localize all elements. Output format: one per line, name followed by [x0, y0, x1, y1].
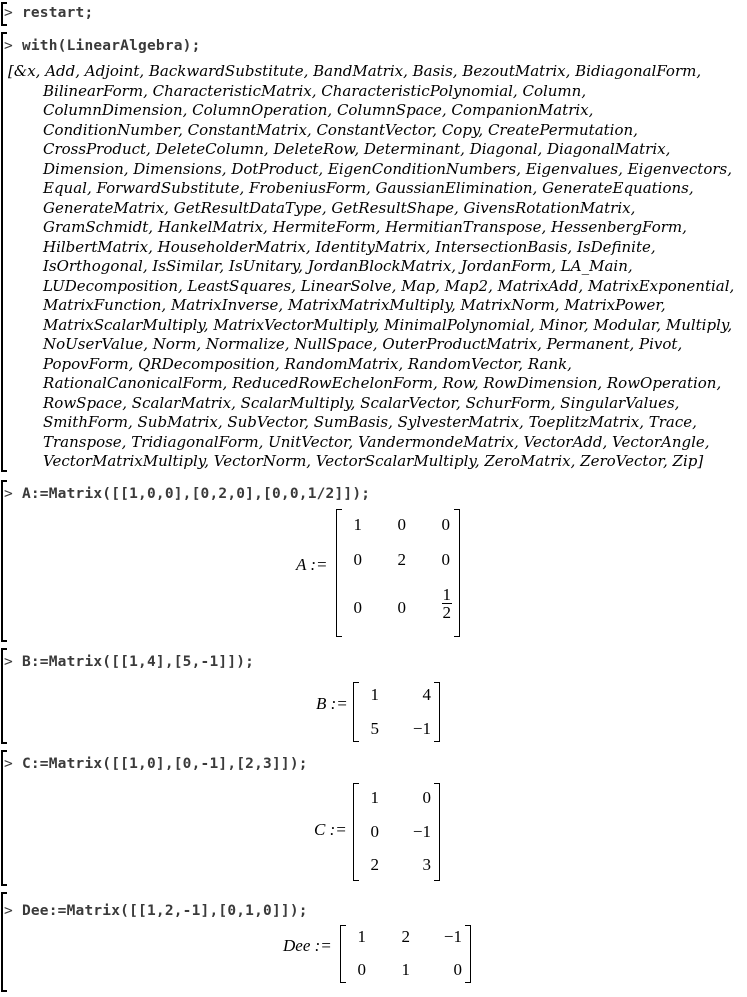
matrix-cell: −1	[412, 719, 431, 738]
execution-group-restart	[0, 2, 747, 26]
matrix-cell: 5	[370, 719, 379, 738]
matrix-right-bracket	[434, 783, 440, 881]
matrix-cell: 0	[441, 550, 450, 569]
output-line: MatrixFunction, MatrixInverse, MatrixMatrixMultiply, MatrixNorm, MatrixPower,	[43, 296, 666, 314]
output-line: CrossProduct, DeleteColumn, DeleteRow, Determinant, Diagonal, DiagonalMatrix,	[43, 140, 671, 158]
matrix-cell: 0	[453, 960, 462, 979]
output-line: IsOrthogonal, IsSimilar, IsUnitary, JordanBlockMatrix, JordanForm, LA_Main,	[43, 257, 633, 275]
command-text[interactable]: B:=Matrix([[1,4],[5,-1]]);	[21, 654, 255, 670]
matrix-cell: 0	[357, 960, 366, 979]
matrix-cell: 0	[397, 515, 406, 534]
matrix-cell: 4	[422, 685, 431, 704]
output-package-list	[8, 62, 747, 472]
input-line-with[interactable]	[4, 38, 201, 54]
output-line: Transpose, TridiagonalForm, UnitVector, VandermondeMatrix, VectorAdd, VectorAngle,	[43, 432, 710, 451]
group-bracket[interactable]	[1, 32, 7, 472]
command-text[interactable]: A:=Matrix([[1,0,0],[0,2,0],[0,0,1/2]]);	[21, 486, 371, 502]
matrix-c	[353, 783, 440, 881]
prompt-symbol: >	[4, 903, 13, 919]
matrix-left-bracket	[340, 925, 346, 983]
output-line: RationalCanonicalForm, ReducedRowEchelonForm, Row, RowDimension, RowOperation,	[43, 374, 722, 392]
input-line-restart[interactable]	[4, 5, 93, 21]
input-line-a[interactable]	[4, 486, 370, 502]
matrix-cell: 2	[397, 550, 406, 569]
matrix-cell: 1	[401, 960, 410, 979]
matrix-cell: 1	[370, 685, 379, 704]
output-line: LUDecomposition, LeastSquares, LinearSolve, Map, Map2, MatrixAdd, MatrixExponential,	[43, 276, 735, 295]
execution-group-matrix-dee	[0, 892, 747, 992]
prompt-symbol: >	[4, 486, 13, 502]
matrix-cell-fraction	[436, 586, 452, 623]
fraction-denominator: 2	[442, 603, 451, 622]
matrix-cell: 1	[353, 515, 362, 534]
output-line: PopovForm, QRDecomposition, RandomMatrix, RandomVector, Rank,	[43, 354, 572, 373]
matrix-a	[336, 509, 460, 637]
output-line: NoUserValue, Norm, Normalize, NullSpace, OuterProductMatrix, Permanent, Pivot,	[43, 335, 683, 353]
group-bracket[interactable]	[1, 480, 7, 642]
matrix-label-a: A :=	[296, 555, 328, 574]
execution-group-matrix-a	[0, 480, 747, 642]
output-line: RowSpace, ScalarMatrix, ScalarMultiply, ScalarVector, SchurForm, SingularValues,	[43, 393, 680, 412]
output-line: ColumnDimension, ColumnOperation, ColumnSpace, CompanionMatrix,	[43, 101, 594, 119]
matrix-label-c: C :=	[314, 820, 347, 839]
output-line: MatrixScalarMultiply, MatrixVectorMultiply, MinimalPolynomial, Minor, Modular, Multiply,	[43, 315, 733, 334]
matrix-right-bracket	[434, 682, 440, 742]
matrix-cell: −1	[443, 927, 462, 946]
matrix-left-bracket	[353, 783, 359, 881]
matrix-cell: 0	[441, 515, 450, 534]
output-line: GramSchmidt, HankelMatrix, HermiteForm, HermitianTranspose, HessenbergForm,	[43, 218, 687, 236]
command-text[interactable]: restart;	[21, 5, 94, 21]
matrix-cell: 0	[353, 550, 362, 569]
matrix-left-bracket	[353, 682, 359, 742]
matrix-dee	[340, 925, 471, 983]
input-line-c[interactable]	[4, 756, 308, 772]
output-line: ConditionNumber, ConstantMatrix, ConstantVector, Copy, CreatePermutation,	[43, 120, 638, 139]
matrix-cell: 0	[353, 598, 362, 617]
output-line: Equal, ForwardSubstitute, FrobeniusForm, GaussianElimination, GenerateEquations,	[43, 179, 694, 197]
prompt-symbol: >	[4, 5, 13, 21]
prompt-symbol: >	[4, 756, 13, 772]
matrix-cell: 0	[422, 788, 431, 807]
matrix-right-bracket	[465, 925, 471, 983]
matrix-cell: −1	[412, 822, 431, 841]
command-text[interactable]: C:=Matrix([[1,0],[0,-1],[2,3]]);	[21, 756, 308, 772]
prompt-symbol: >	[4, 38, 13, 54]
matrix-cell: 1	[370, 788, 379, 807]
output-line: Dimension, Dimensions, DotProduct, EigenConditionNumbers, Eigenvalues, Eigenvectors,	[43, 159, 732, 178]
matrix-left-bracket	[336, 509, 342, 637]
execution-group-with	[0, 32, 747, 472]
output-line: HilbertMatrix, HouseholderMatrix, IdentityMatrix, IntersectionBasis, IsDefinite,	[43, 237, 656, 256]
execution-group-matrix-b	[0, 648, 747, 744]
output-line: VectorMatrixMultiply, VectorNorm, VectorScalarMultiply, ZeroMatrix, ZeroVector, Zip]	[43, 452, 704, 470]
input-line-dee[interactable]	[4, 903, 308, 919]
output-line: SmithForm, SubMatrix, SubVector, SumBasis, SylvesterMatrix, ToeplitzMatrix, Trace,	[43, 413, 697, 431]
matrix-label-dee: Dee :=	[283, 936, 332, 955]
output-line: [&x, Add, Adjoint, BackwardSubstitute, BandMatrix, Basis, BezoutMatrix, BidiagonalForm,	[8, 62, 702, 80]
command-text[interactable]: Dee:=Matrix([[1,2,-1],[0,1,0]]);	[21, 903, 308, 919]
prompt-symbol: >	[4, 654, 13, 670]
matrix-cell: 2	[401, 927, 410, 946]
matrix-right-bracket	[454, 509, 460, 637]
output-line: GenerateMatrix, GetResultDataType, GetResultShape, GivensRotationMatrix,	[43, 198, 636, 217]
execution-group-matrix-c	[0, 750, 747, 886]
command-text[interactable]: with(LinearAlgebra);	[21, 38, 201, 54]
matrix-cell: 1	[357, 927, 366, 946]
input-line-b[interactable]	[4, 654, 254, 670]
matrix-cell: 0	[370, 822, 379, 841]
matrix-b	[353, 682, 440, 742]
matrix-cell: 2	[370, 855, 379, 874]
fraction-numerator: 1	[442, 585, 451, 604]
matrix-cell: 3	[422, 855, 431, 874]
matrix-label-b: B :=	[316, 694, 348, 713]
output-line: BilinearForm, CharacteristicMatrix, CharacteristicPolynomial, Column,	[43, 81, 587, 100]
matrix-cell: 0	[397, 598, 406, 617]
